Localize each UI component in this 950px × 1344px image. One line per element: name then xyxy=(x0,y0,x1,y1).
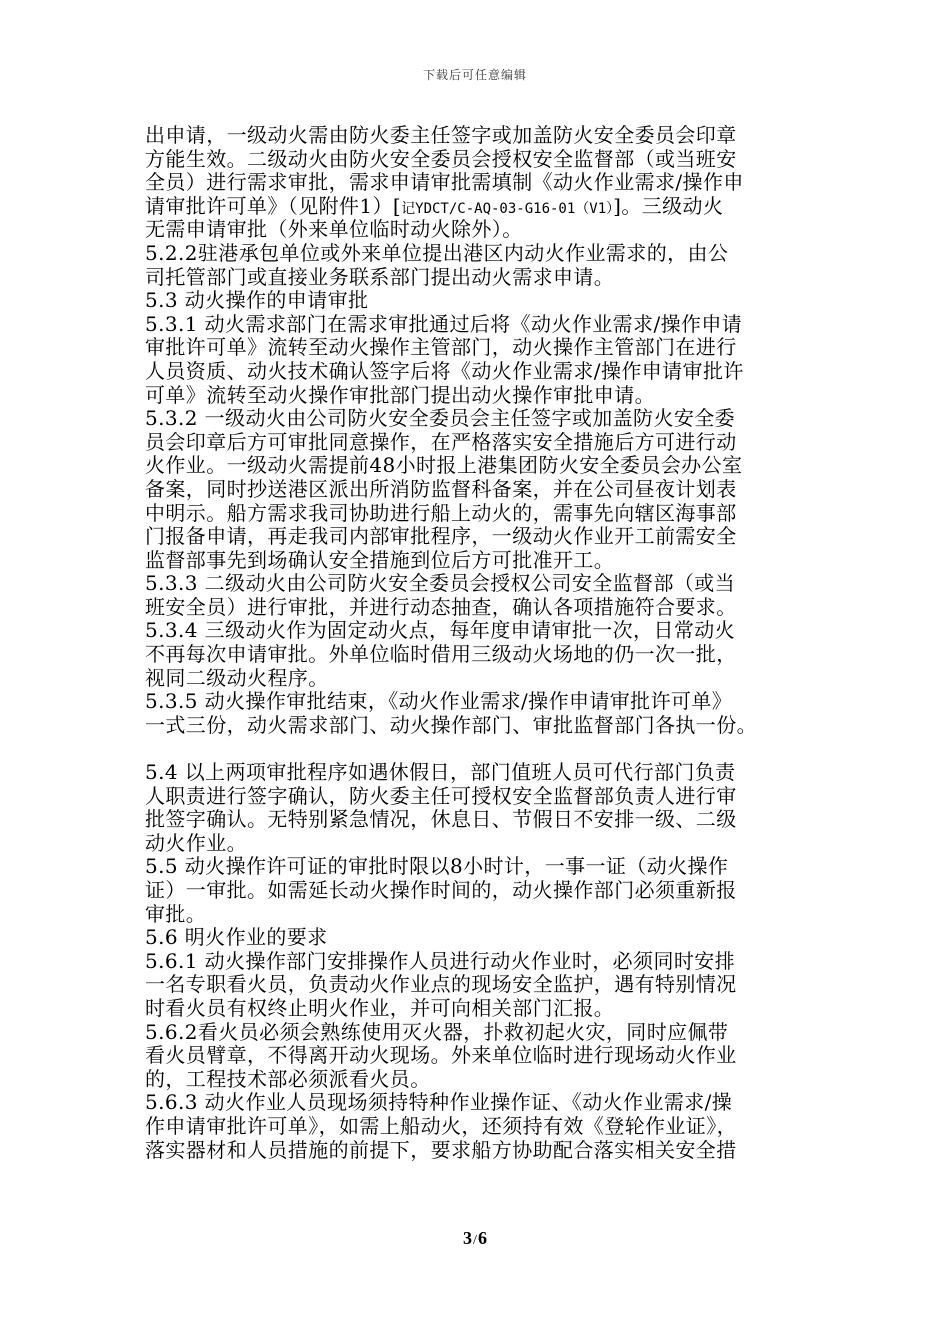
clause-5-3-1: 5.3.1 动火需求部门在需求审批通过后将《动火作业需求/操作申请 xyxy=(145,311,743,336)
text-line: 火作业。一级动火需提前48小时报上港集团防火安全委员会办公室 xyxy=(145,453,743,478)
text-line: 员会印章后方可审批同意操作，在严格落实安全措施后方可进行动 xyxy=(145,429,737,454)
section-heading-5-6: 5.6 明火作业的要求 xyxy=(145,925,328,950)
text-line: 全员）进行需求审批，需求申请审批需填制《动火作业需求/操作申 xyxy=(145,170,744,195)
text-line: 的，工程技术部必须派看火员。 xyxy=(145,1066,431,1091)
text-line: 视同二级动火程序。 xyxy=(145,665,329,690)
text-line: 审批许可单》流转至动火操作主管部门，动火操作主管部门在进行 xyxy=(145,335,737,360)
page-separator: / xyxy=(473,1233,477,1248)
text-line: 时看火员有权终止明火作业，并可向相关部门汇报。 xyxy=(145,995,615,1020)
text-line: 一名专职看火员，负责动火作业点的现场安全监护，遇有特别情况 xyxy=(145,972,737,997)
text-line: 看火员臂章，不得离开动火现场。外来单位临时进行现场动火作业 xyxy=(145,1043,737,1068)
clause-5-2-2: 5.2.2驻港承包单位或外来单位提出港区内动火作业需求的，由公 xyxy=(145,240,729,265)
total-pages: 6 xyxy=(477,1228,487,1248)
clause-5-3-2: 5.3.2 一级动火由公司防火安全委员会主任签字或加盖防火安全委 xyxy=(145,406,736,431)
document-body xyxy=(145,124,825,1162)
page-header-note: 下载后可任意编辑 xyxy=(422,68,527,82)
clause-5-3-5: 5.3.5 动火操作审批结束，《动火作业需求/操作申请审批许可单》 xyxy=(145,689,733,714)
text-segment: ]。三级动火 xyxy=(613,193,724,218)
text-line: 批签字确认。无特别紧急情况，休息日、节假日不安排一级、二级 xyxy=(145,807,737,832)
text-line: 人职责进行签字确认，防火委主任可授权安全监督部负责人进行审 xyxy=(145,783,737,808)
current-page: 3 xyxy=(463,1228,473,1248)
text-line: 无需申请审批（外来单位临时动火除外）。 xyxy=(145,217,523,242)
text-line: 门报备申请，再走我司内部审批程序，一级动火作业开工前需安全 xyxy=(145,524,737,549)
text-segment: 请审批许可单》（见附件1）[ xyxy=(145,193,402,218)
text-line: 证）一审批。如需延长动火操作时间的，动火操作部门必须重新报 xyxy=(145,878,737,902)
text-line: 方能生效。二级动火由防火安全委员会授权安全监督部（或当班安 xyxy=(145,146,737,171)
page-number xyxy=(0,1228,950,1249)
text-line-with-record-code xyxy=(145,195,825,219)
clause-5-6-1: 5.6.1 动火操作部门安排操作人员进行动火作业时，必须同时安排 xyxy=(145,948,736,973)
text-line: 一式三份，动火需求部门、动火操作部门、审批监督部门各执一份。 xyxy=(145,712,757,737)
record-code: 记YDCT/C-AQ-03-G16-01（V1） xyxy=(401,200,614,217)
clause-5-3-4: 5.3.4 三级动火作为固定动火点，每年度申请审批一次，日常动火 xyxy=(145,618,736,643)
text-line: 动火作业。 xyxy=(145,830,247,855)
text-line: 可单》流转至动火操作审批部门提出动火操作审批申请。 xyxy=(145,382,655,407)
text-line: 人员资质、动火技术确认签字后将《动火作业需求/操作申请审批许 xyxy=(145,358,744,383)
text-line: 备案，同时抄送港区派出所消防监督科备案，并在公司昼夜计划表 xyxy=(145,476,737,501)
text-line: 中明示。船方需求我司协助进行船上动火的，需事先向辖区海事部 xyxy=(145,500,737,525)
text-line: 落实器材和人员措施的前提下，要求船方协助配合落实相关安全措 xyxy=(145,1137,737,1162)
clause-5-5: 5.5 动火操作许可证的审批时限以8小时计，一事一证（动火操作 xyxy=(145,854,729,879)
clause-5-4: 5.4 以上两项审批程序如遇休假日，部门值班人员可代行部门负责 xyxy=(145,760,736,785)
text-line: 作申请审批许可单》，如需上船动火，还须持有效《登轮作业证》， xyxy=(145,1113,737,1138)
clause-5-3-3: 5.3.3 二级动火由公司防火安全委员会授权公司安全监督部（或当 xyxy=(145,571,736,596)
clause-5-6-2: 5.6.2看火员必须会熟练使用灭火器，扑救初起火灾，同时应佩带 xyxy=(145,1019,729,1044)
text-line: 不再每次申请审批。外单位临时借用三级动火场地的仍一次一批， xyxy=(145,642,737,667)
clause-5-6-3: 5.6.3 动火作业人员现场须持特种作业操作证、《动火作业需求/操 xyxy=(145,1090,733,1115)
blank-line xyxy=(145,737,825,761)
text-line: 出申请，一级动火需由防火委主任签字或加盖防火安全委员会印章 xyxy=(145,123,737,147)
text-line: 班安全员）进行审批，并进行动态抽查，确认各项措施符合要求。 xyxy=(145,594,737,619)
text-line: 审批。 xyxy=(145,901,207,926)
text-line: 司托管部门或直接业务联系部门提出动火需求申请。 xyxy=(145,264,615,289)
section-heading-5-3: 5.3 动火操作的申请审批 xyxy=(145,288,369,313)
text-line: 监督部事先到场确认安全措施到位后方可批准开工。 xyxy=(145,547,615,572)
